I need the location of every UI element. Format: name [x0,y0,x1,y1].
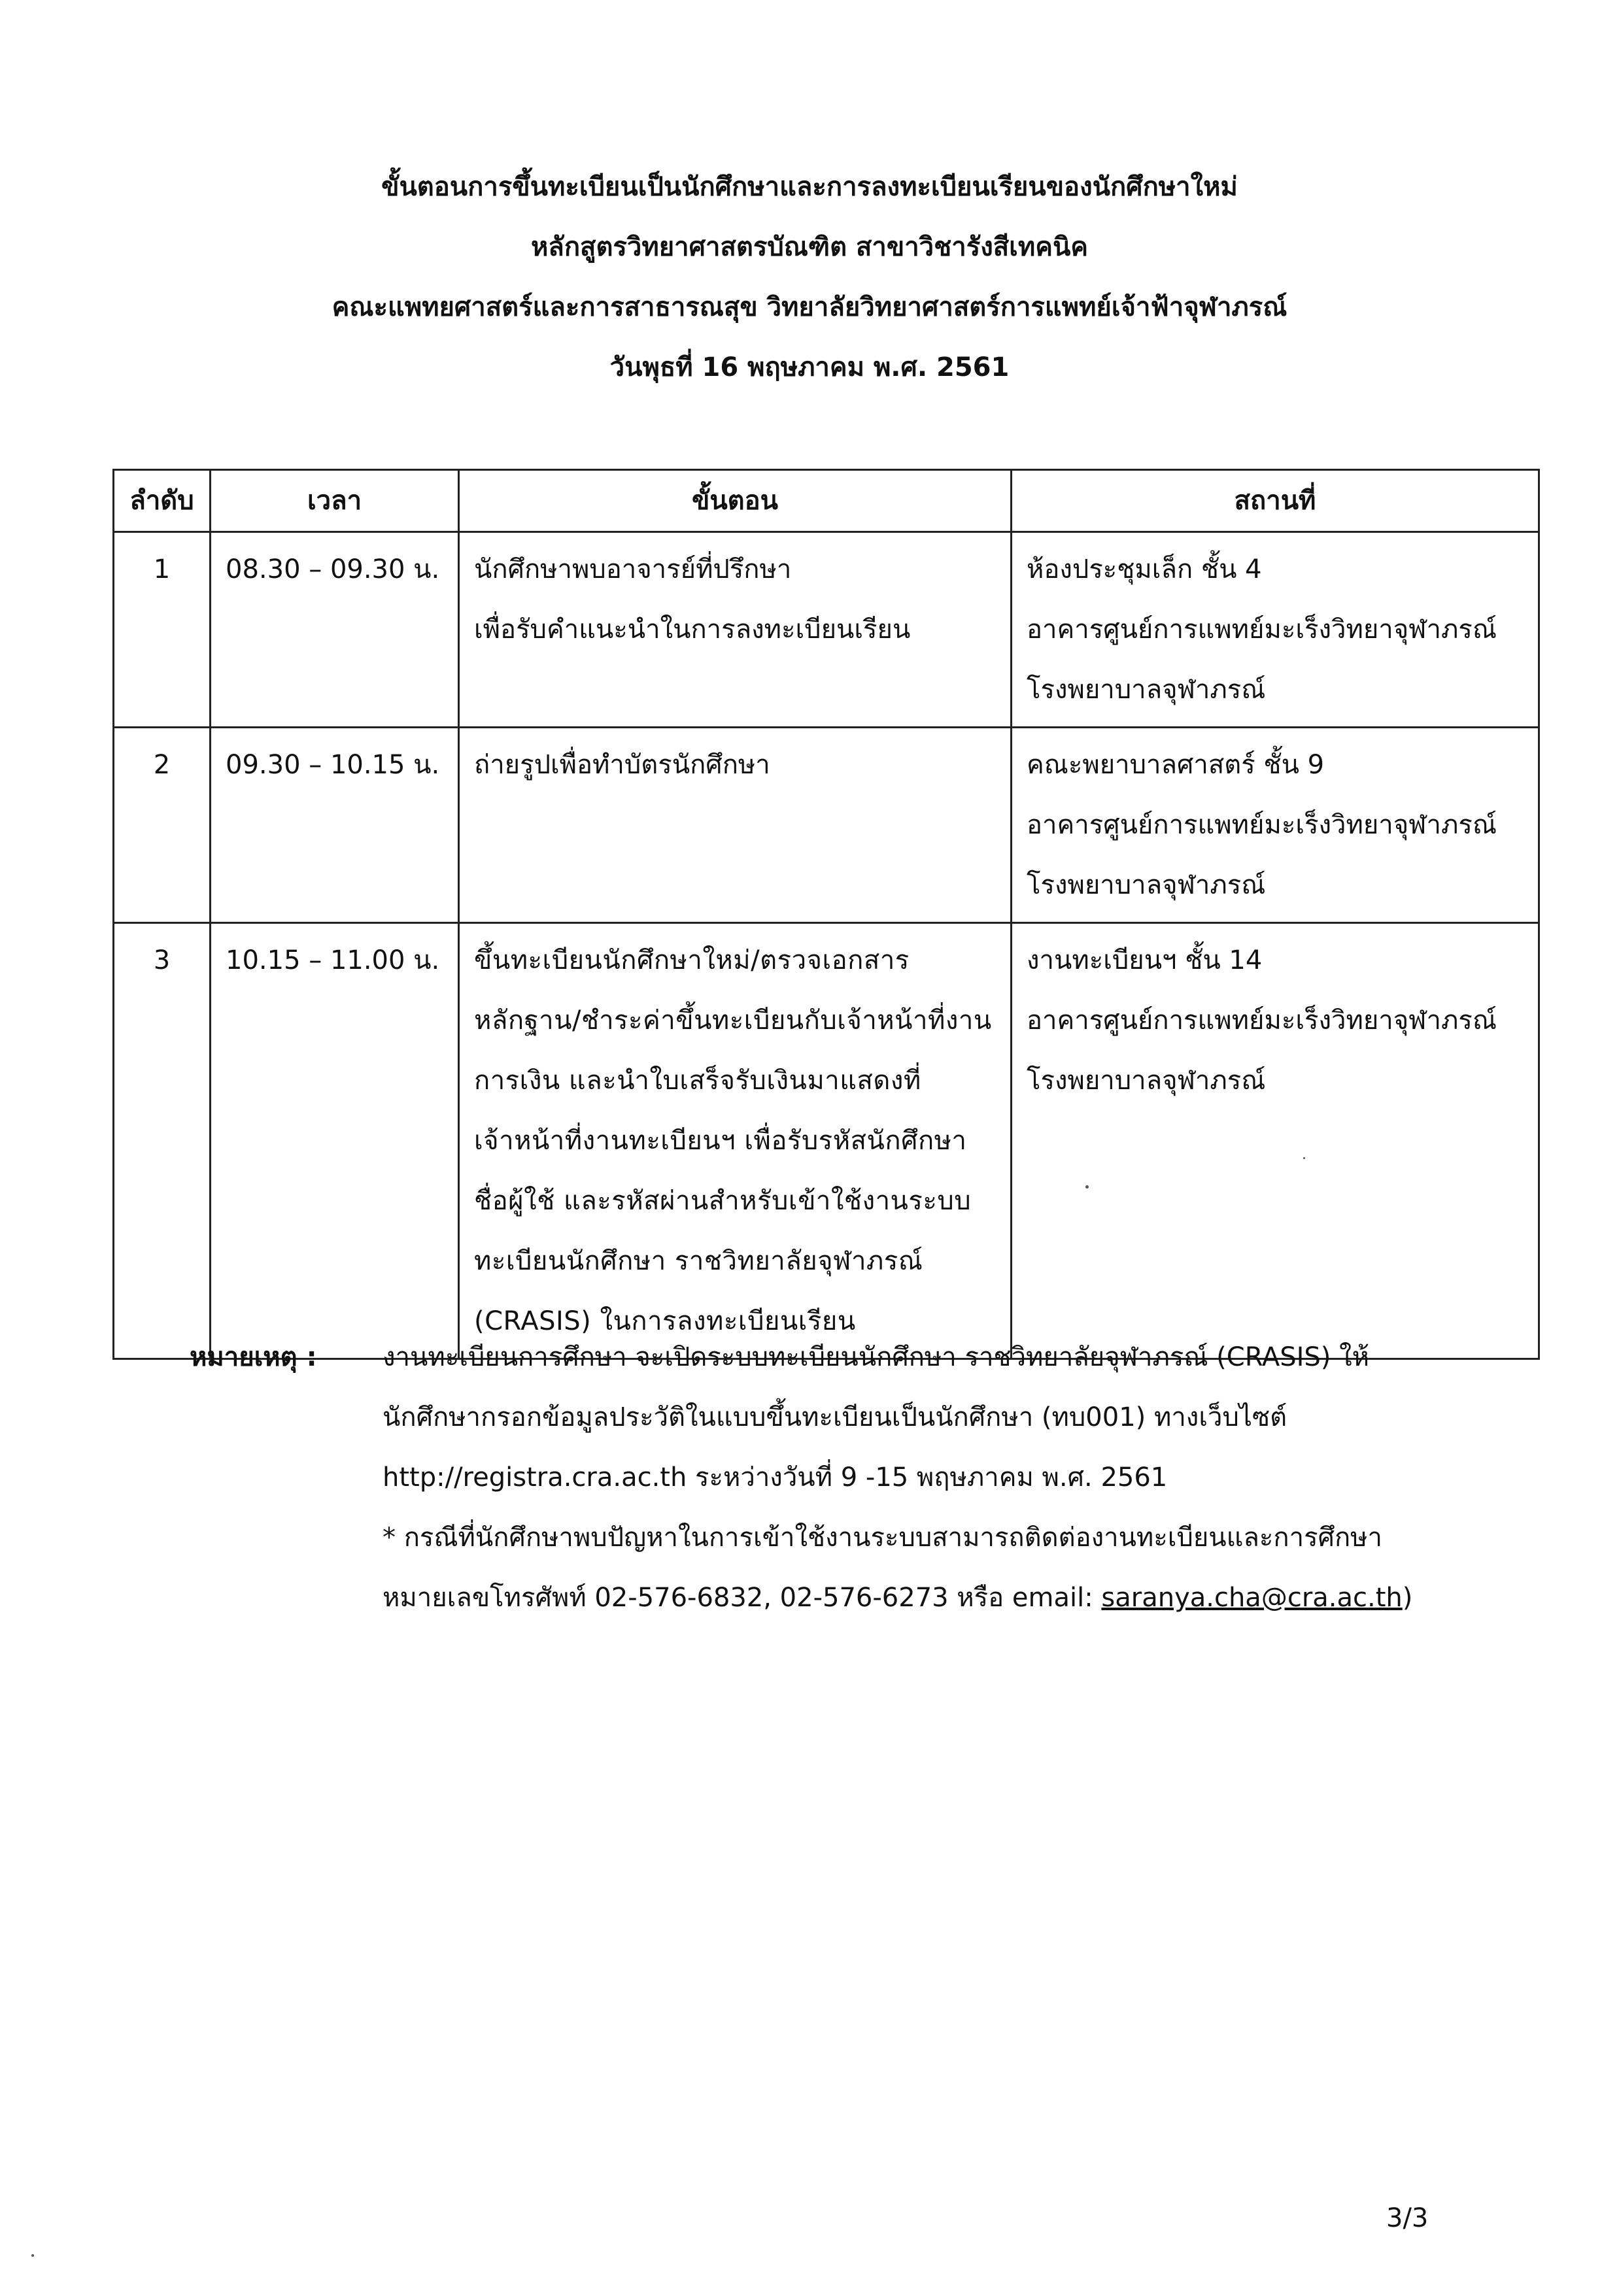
title-line-1: ขั้นตอนการขึ้นทะเบียนเป็นนักศึกษาและการลงทะเบียนเรียนของนักศึกษาใหม่ [381,172,1238,202]
email-link[interactable]: saranya.cha@cra.ac.th [1101,1583,1403,1613]
title-line-4: วันพุธที่ 16 พฤษภาคม พ.ศ. 2561 [609,352,1010,382]
step-line: การเงิน และนำใบเสร็จรับเงินมาแสดงที่ [474,1066,921,1096]
step-line: นักศึกษาพบอาจารย์ที่ปรึกษา [474,554,792,584]
place-line: งานทะเบียนฯ ชั้น 14 [1027,945,1263,975]
contact-text: หมายเลขโทรศัพท์ 02-576-6832, 02-576-6273 หรือ email: [383,1583,1102,1613]
remark-body [383,1327,1412,1628]
place-line: ห้องประชุมเล็ก ชั้น 4 [1027,554,1262,584]
remark-label: หมายเหตุ : [190,1342,317,1372]
table-row [114,923,1539,1359]
scan-speck [1085,1185,1089,1189]
remark-line-4: * กรณีที่นักศึกษาพบปัญหาในการเข้าใช้งานระบบสามารถติดต่องานทะเบียนและการศึกษา [383,1523,1383,1553]
row-number: 3 [114,923,211,1359]
header-place: สถานที่ [1012,470,1539,532]
title-line-2: หลักสูตรวิทยาศาสตรบัณฑิต สาขาวิชารังสีเทคนิค [530,232,1089,262]
remark-line-5 [383,1568,1412,1628]
place-line: โรงพยาบาลจุฬาภรณ์ [1027,675,1266,705]
row-number: 1 [114,532,211,728]
step-line: หลักฐาน/ชำระค่าขึ้นทะเบียนกับเจ้าหน้าที่งาน [474,1005,992,1036]
header-step: ขั้นตอน [459,470,1012,532]
header-no: ลำดับ [114,470,211,532]
row-place [1012,728,1539,923]
place-line: โรงพยาบาลจุฬาภรณ์ [1027,1066,1266,1096]
remark-line-1: งานทะเบียนการศึกษา จะเปิดระบบทะเบียนนักศึกษา ราชวิทยาลัยจุฬาภรณ์ (CRASIS) ให้ [383,1342,1370,1372]
place-line: โรงพยาบาลจุฬาภรณ์ [1027,870,1266,900]
title-line-3: คณะแพทยศาสตร์และการสาธารณสุข วิทยาลัยวิทยาศาสตร์การแพทย์เจ้าฟ้าจุฬาภรณ์ [332,292,1287,322]
row-time: 09.30 – 10.15 น. [211,728,459,923]
step-line: (CRASIS) ในการลงทะเบียนเรียน [474,1306,856,1336]
step-line: เจ้าหน้าที่งานทะเบียนฯ เพื่อรับรหัสนักศึกษา [474,1126,967,1156]
row-place [1012,532,1539,728]
document-title [0,157,1619,397]
row-time: 08.30 – 09.30 น. [211,532,459,728]
place-line: คณะพยาบาลศาสตร์ ชั้น 9 [1027,750,1325,780]
schedule-table [112,469,1540,1360]
row-number: 2 [114,728,211,923]
closing-paren: ) [1402,1583,1413,1613]
step-line: ทะเบียนนักศึกษา ราชวิทยาลัยจุฬาภรณ์ [474,1246,923,1276]
table-row [114,532,1539,728]
page-number: 3/3 [1386,2203,1429,2233]
row-place [1012,923,1539,1359]
step-line: เพื่อรับคำแนะนำในการลงทะเบียนเรียน [474,615,911,645]
remark-line-2: นักศึกษากรอกข้อมูลประวัติในแบบขึ้นทะเบียนเป็นนักศึกษา (ทบ001) ทางเว็บไซต์ [383,1402,1287,1432]
header-time: เวลา [211,470,459,532]
step-line: ชื่อผู้ใช้ และรหัสผ่านสำหรับเข้าใช้งานระบบ [474,1186,972,1216]
place-line: อาคารศูนย์การแพทย์มะเร็งวิทยาจุฬาภรณ์ [1027,810,1497,840]
scan-speck [31,2254,34,2257]
row-step [459,728,1012,923]
row-step [459,532,1012,728]
place-line: อาคารศูนย์การแพทย์มะเร็งวิทยาจุฬาภรณ์ [1027,1005,1497,1036]
scan-speck [1303,1157,1305,1159]
table-header-row [114,470,1539,532]
step-line: ถ่ายรูปเพื่อทำบัตรนักศึกษา [474,750,770,780]
remark-line-3: http://registra.cra.ac.th ระหว่างวันที่ 9 -15 พฤษภาคม พ.ศ. 2561 [383,1462,1168,1493]
step-line: ขึ้นทะเบียนนักศึกษาใหม่/ตรวจเอกสาร [474,945,910,975]
row-time: 10.15 – 11.00 น. [211,923,459,1359]
table-row [114,728,1539,923]
row-step [459,923,1012,1359]
place-line: อาคารศูนย์การแพทย์มะเร็งวิทยาจุฬาภรณ์ [1027,615,1497,645]
